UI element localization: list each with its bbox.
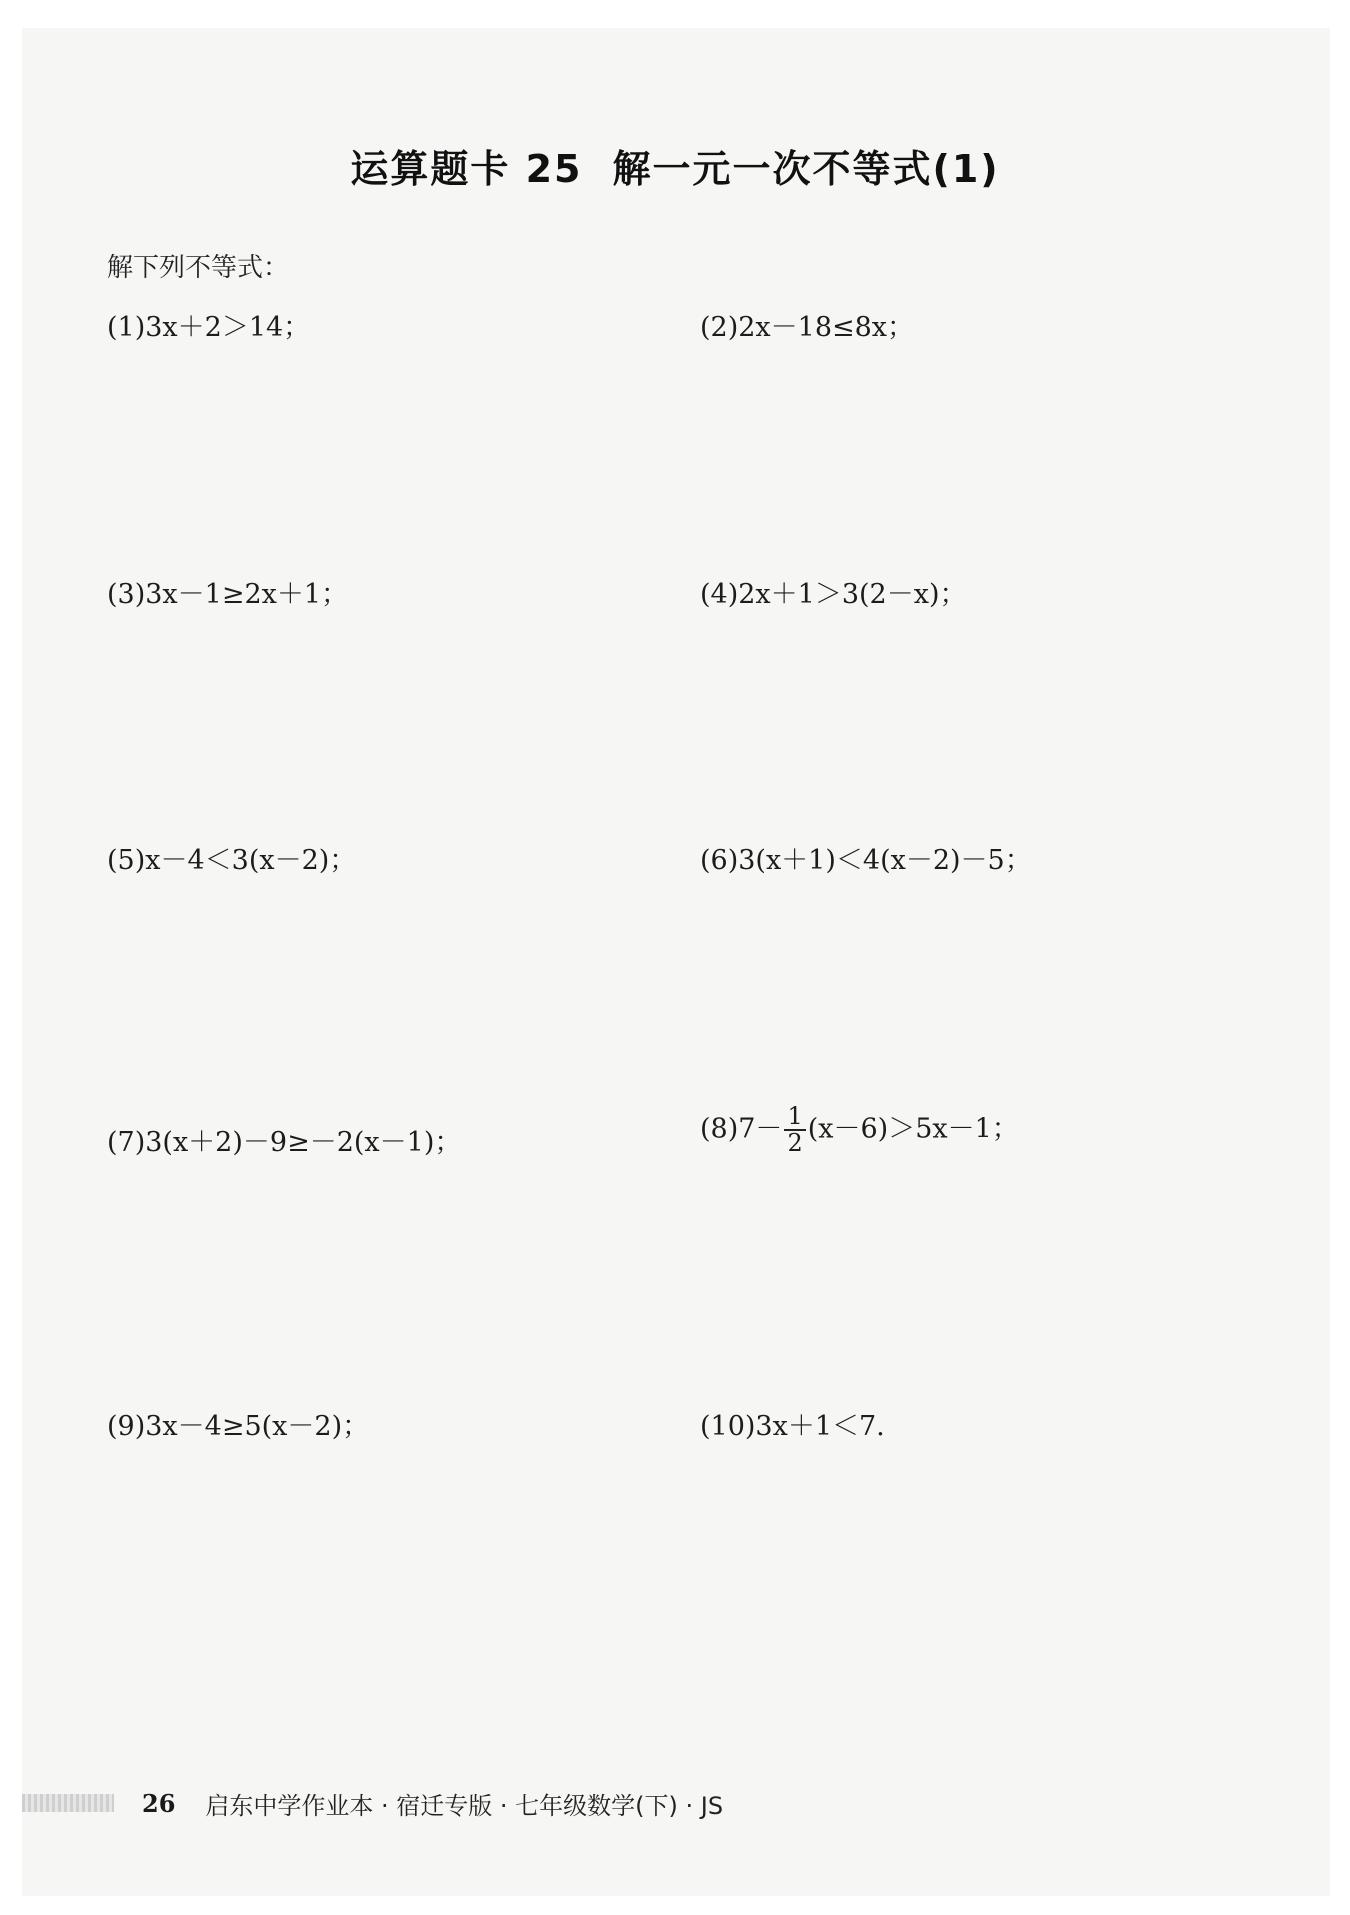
fraction-denominator: 2: [787, 1129, 803, 1158]
problem-9: (9)3x－4≥5(x－2)；: [107, 1411, 370, 1442]
problem-8-prefix: (8)7－: [700, 1113, 783, 1145]
problem-3: (3)3x－1≥2x＋1；: [107, 579, 349, 610]
title-card-number: 运算题卡 25: [350, 147, 583, 191]
page-title: [0, 138, 1350, 193]
problem-2: (2)2x－18≤8x；: [700, 312, 915, 343]
problem-4: (4)2x＋1＞3(2－x)；: [700, 579, 967, 610]
footer-decorative-bar: [22, 1794, 114, 1812]
problem-7: (7)3(x＋2)－9≥－2(x－1)；: [107, 1127, 462, 1158]
problem-10: (10)3x＋1＜7.: [700, 1411, 885, 1442]
book-title: 启东中学作业本 · 宿迁专版 · 七年级数学(下) · JS: [205, 1791, 724, 1820]
problem-5: (5)x－4＜3(x－2)；: [107, 845, 357, 876]
problem-8-suffix: (x－6)＞5x－1；: [807, 1113, 1019, 1145]
fraction-numerator: 1: [784, 1104, 805, 1131]
instruction-text: 解下列不等式：: [107, 253, 290, 283]
page-number: 26: [142, 1788, 176, 1818]
title-topic: 解一元一次不等式(1): [612, 147, 1000, 191]
page-footer: [22, 1788, 723, 1818]
fraction-one-half: [784, 1104, 805, 1156]
problem-8: [700, 1104, 1019, 1156]
problem-6: (6)3(x＋1)＜4(x－2)－5；: [700, 845, 1032, 876]
problem-1: (1)3x＋2＞14；: [107, 312, 311, 343]
